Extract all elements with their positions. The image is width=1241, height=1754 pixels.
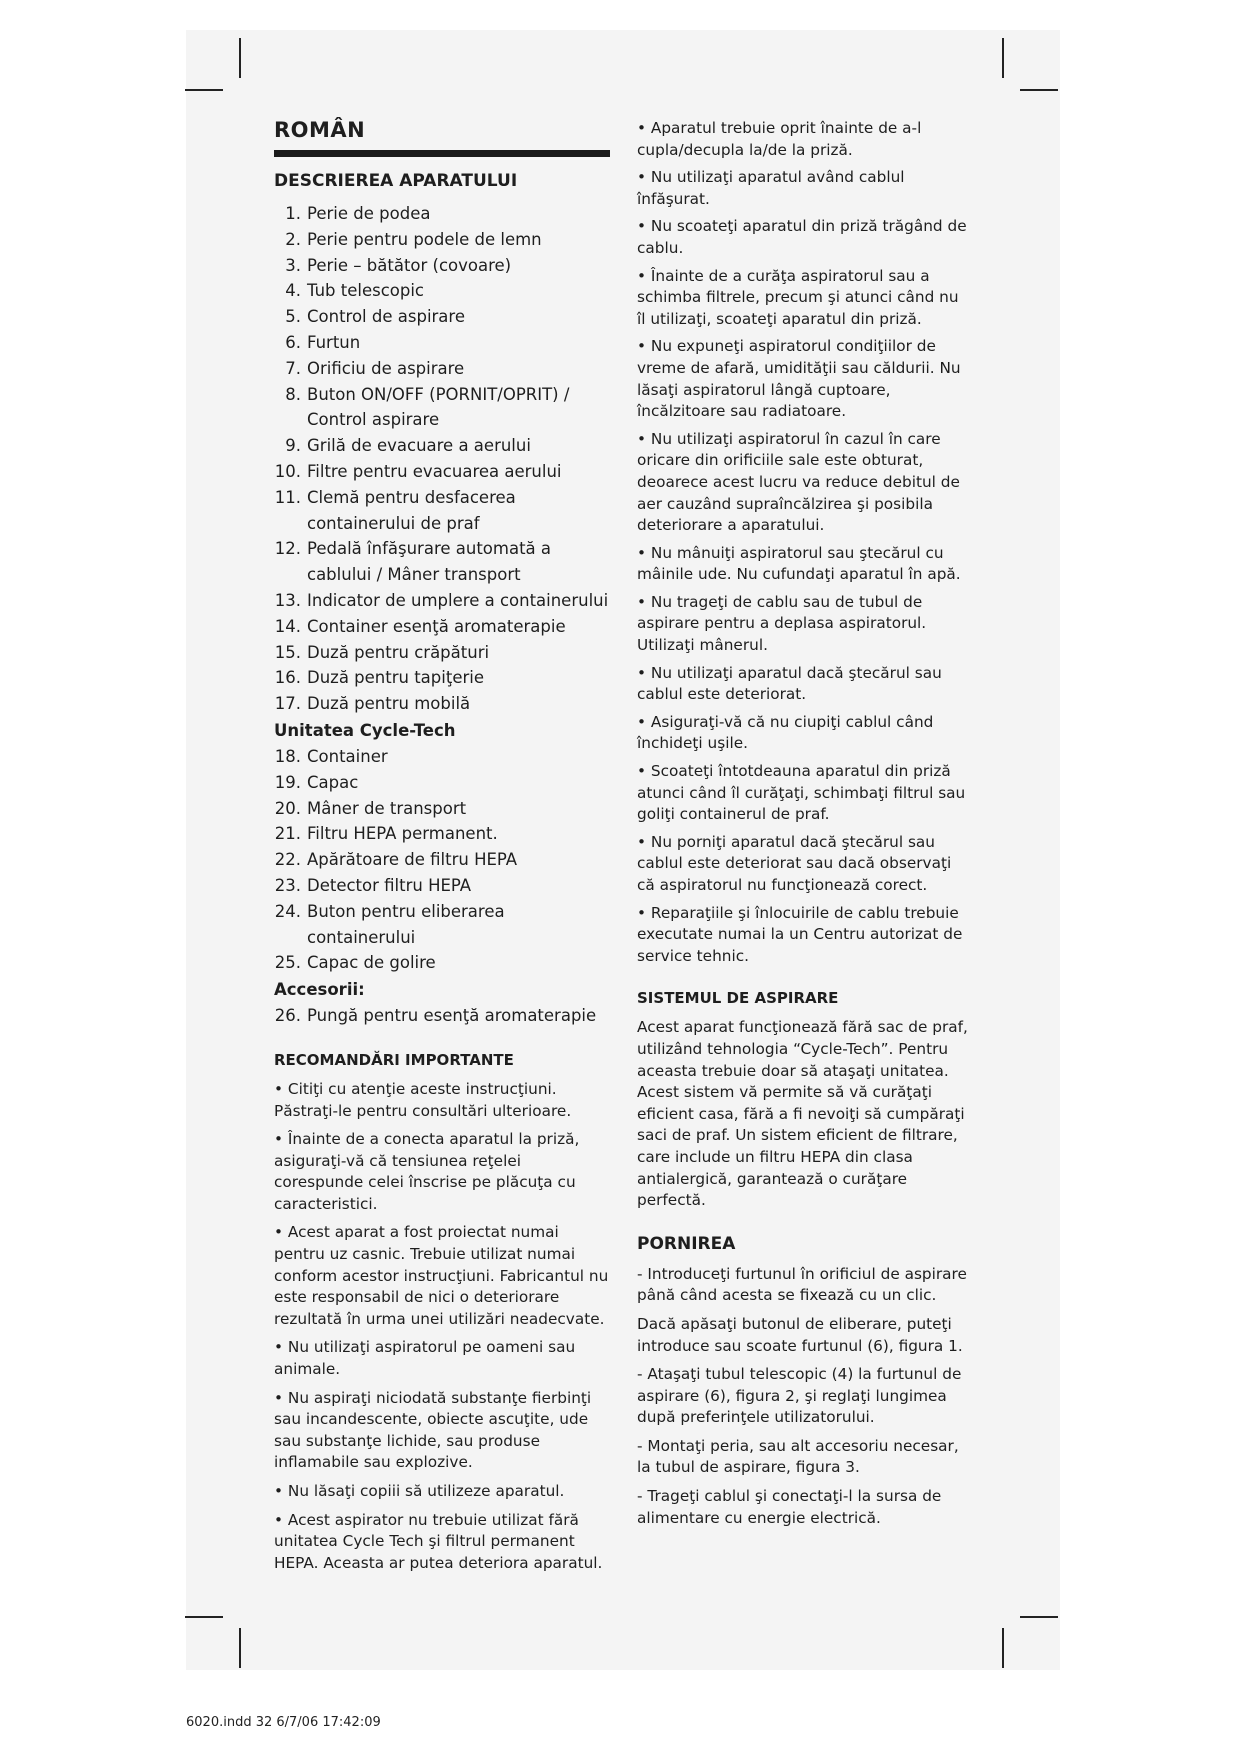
- recommendation-item: • Nu utilizaţi aspiratorul pe oameni sau animale.: [274, 1338, 576, 1379]
- list-item: 21. Filtru HEPA permanent.: [274, 824, 498, 844]
- list-item: 22. Apărătoare de filtru HEPA: [274, 850, 518, 870]
- list-item: 23. Detector filtru HEPA: [274, 875, 472, 895]
- list-item: 7. Orificiu de aspirare: [285, 358, 465, 378]
- list-item: 6. Furtun: [285, 332, 361, 352]
- recommendation-item: • Nu lăsaţi copiii să utilizeze aparatul.: [274, 1482, 565, 1500]
- list-item: 1. Perie de podea: [285, 204, 431, 223]
- list-item: 5. Control de aspirare: [285, 307, 465, 327]
- recommendation-item: • Nu scoateţi aparatul din priză trăgând de cablu.: [637, 217, 967, 257]
- print-slug: 6020.indd 32 6/7/06 17:42:09: [186, 1715, 381, 1730]
- recommendation-item: • Scoateţi întotdeauna aparatul din priză atunci când îl curăţaţi, schimbaţi filtrul sau goliţi containerul de praf.: [637, 762, 966, 824]
- recommendation-item: • Asiguraţi-vă că nu ciupiţi cablul când închideţi uşile.: [637, 712, 934, 753]
- recommendation-item: • Nu trageţi de cablu sau de tubul de aspirare pentru a deplasa aspiratorul. Utilizaţi mânerul.: [637, 592, 927, 655]
- recommendation-item: • Acest aparat a fost proiectat numai pentru uz casnic. Trebuie utilizat numai conform acestor instrucţiuni. Fabricantul nu este responsabil de nici o deteriorare rezultată în urma unei utilizări neadecvate.: [274, 1223, 609, 1328]
- list-item: 9. Grilă de evacuare a aerului: [285, 436, 531, 456]
- list-item: 24. Buton pentru eliberarea containerului: [274, 901, 505, 947]
- crop-mark-bottom-right-vertical: [1002, 1628, 1004, 1668]
- recommendation-item: • Nu utilizaţi aparatul dacă ştecărul sau cablul este deteriorat.: [637, 663, 942, 704]
- recommendation-item: • Înainte de a curăţa aspiratorul sau a schimba filtrele, precum şi atunci când nu îl utilizaţi, scoateţi aparatul din priză.: [637, 266, 959, 328]
- list-item: 16. Duză pentru tapiţerie: [274, 668, 484, 688]
- list-item: 4. Tub telescopic: [285, 281, 424, 301]
- list-item: 11. Clemă pentru desfacerea containerului de praf: [274, 487, 516, 533]
- recommendation-item: • Nu mânuiţi aspiratorul sau ştecărul cu mâinile ude. Nu cufundaţi aparatul în apă.: [637, 543, 961, 584]
- description-list: [274, 201, 610, 717]
- recommendation-item: • Aparatul trebuie oprit înainte de a-l cupla/decupla la/de la priză.: [637, 119, 922, 159]
- list-item: 12. Pedală înfăşurare automată a cablului / Mâner transport: [274, 539, 552, 585]
- recommendation-item: • Nu aspiraţi niciodată substanţe fierbinţi sau incandescente, obiecte ascuţite, ude sau substanţe lichide, sau produse inflamabile sau explozive.: [274, 1388, 592, 1472]
- recommendation-item: • Acest aspirator nu trebuie utilizat fără unitatea Cycle Tech şi filtrul permanent HEPA. Aceasta ar putea deteriora aparatul.: [274, 1510, 603, 1572]
- recommendation-item: • Nu utilizaţi aspiratorul în cazul în care oricare din orificiile sale este obturat, deoarece acest lucru va reduce debitul de aer cauzând supraîncălzirea şi posibila deteriorare a aparatului.: [637, 429, 960, 535]
- aspiration-title: SISTEMUL DE ASPIRARE: [637, 989, 839, 1008]
- list-item: 10. Filtre pentru evacuarea aerului: [274, 461, 562, 481]
- title-rule: [274, 150, 610, 157]
- crop-mark-top-right-vertical: [1002, 38, 1004, 78]
- left-column: [274, 118, 610, 1581]
- list-item: 25. Capac de golire: [274, 953, 436, 973]
- list-item: 17. Duză pentru mobilă: [274, 694, 471, 714]
- recommendation-item: • Înainte de a conecta aparatul la priză, asiguraţi-vă că tensiunea reţelei corespunde celei înscrise pe plăcuţa cu caracteristici.: [274, 1130, 580, 1213]
- list-item: 15. Duză pentru crăpături: [274, 642, 490, 662]
- recommendation-item: • Citiţi cu atenţie aceste instrucţiuni. Păstraţi-le pentru consultări ulterioare.: [274, 1079, 572, 1120]
- aspiration-text: Acest aparat funcţionează fără sac de praf, utilizând tehnologia “Cycle-Tech”. Pentru aceasta trebuie doar să ataşaţi unitatea. Acest sistem vă permite să vă curăţaţi eficient casa, fără a fi nevoiţi să cumpăraţi saci de praf. Un sistem eficient de filtrare, care include un filtru HEPA din clasa antialergică, garantează o curăţare perfectă.: [637, 1018, 968, 1210]
- list-item: 14. Container esenţă aromaterapie: [274, 616, 566, 636]
- list-item: 18. Container: [274, 746, 388, 766]
- crop-mark-top-left-vertical: [239, 38, 241, 78]
- crop-mark-top-right-horizontal: [1020, 89, 1058, 91]
- startup-step: - Ataşaţi tubul telescopic (4) la furtunul de aspirare (6), figura 2, şi reglaţi lungimea după preferinţele utilizatorului.: [637, 1365, 962, 1427]
- description-title: DESCRIEREA APARATULUI: [274, 171, 518, 191]
- startup-step: - Introduceţi furtunul în orificiul de aspirare până când acesta se fixează cu un clic.: [637, 1264, 967, 1305]
- recommendation-item: • Nu porniţi aparatul dacă ştecărul sau cablul este deteriorat sau dacă observaţi că aspiratorul nu funcţionează corect.: [637, 832, 952, 894]
- list-item: 19. Capac: [274, 772, 359, 792]
- list-item: 2. Perie pentru podele de lemn: [285, 229, 542, 249]
- list-item: 26. Pungă pentru esenţă aromaterapie: [274, 1006, 597, 1026]
- list-item: 20. Mâner de transport: [274, 798, 467, 818]
- crop-mark-bottom-left-vertical: [239, 1628, 241, 1668]
- language-title: ROMÂN: [274, 118, 366, 142]
- list-item: 13. Indicator de umplere a containerului: [274, 590, 609, 610]
- startup-step: - Trageţi cablul şi conectaţi-l la sursa de alimentare cu energie electrică.: [637, 1487, 942, 1527]
- list-item: 3. Perie – bătător (covoare): [285, 255, 512, 275]
- crop-mark-top-left-horizontal: [185, 89, 223, 91]
- crop-mark-bottom-left-horizontal: [185, 1616, 223, 1618]
- recommendation-item: • Nu utilizaţi aparatul având cablul înfăşurat.: [637, 168, 905, 208]
- startup-title: PORNIREA: [637, 1233, 736, 1254]
- recommendation-item: • Reparaţiile şi înlocuirile de cablu trebuie executate numai la un Centru autorizat de service tehnic.: [637, 903, 963, 965]
- crop-mark-bottom-right-horizontal: [1020, 1616, 1058, 1618]
- accessories-list: [274, 1003, 610, 1029]
- recommendation-item: • Nu expuneţi aspiratorul condiţiilor de vreme de afară, umidităţii sau căldurii. Nu lăsaţi aspiratorul lângă cuptoare, încălzitoare sau radiatoare.: [637, 337, 961, 421]
- unit-title: Unitatea Cycle-Tech: [274, 720, 456, 740]
- list-item: 8. Buton ON/OFF (PORNIT/OPRIT) / Control aspirare: [285, 384, 570, 430]
- right-column: [637, 118, 970, 1536]
- startup-step: - Montaţi peria, sau alt accesoriu necesar, la tubul de aspirare, figura 3.: [637, 1436, 959, 1477]
- recommendations-title: RECOMANDĂRI IMPORTANTE: [274, 1050, 514, 1069]
- accessories-title: Accesorii:: [274, 980, 365, 1000]
- startup-step: Dacă apăsaţi butonul de eliberare, puteţi introduce sau scoate furtunul (6), figura 1.: [637, 1314, 963, 1355]
- unit-list: [274, 744, 610, 976]
